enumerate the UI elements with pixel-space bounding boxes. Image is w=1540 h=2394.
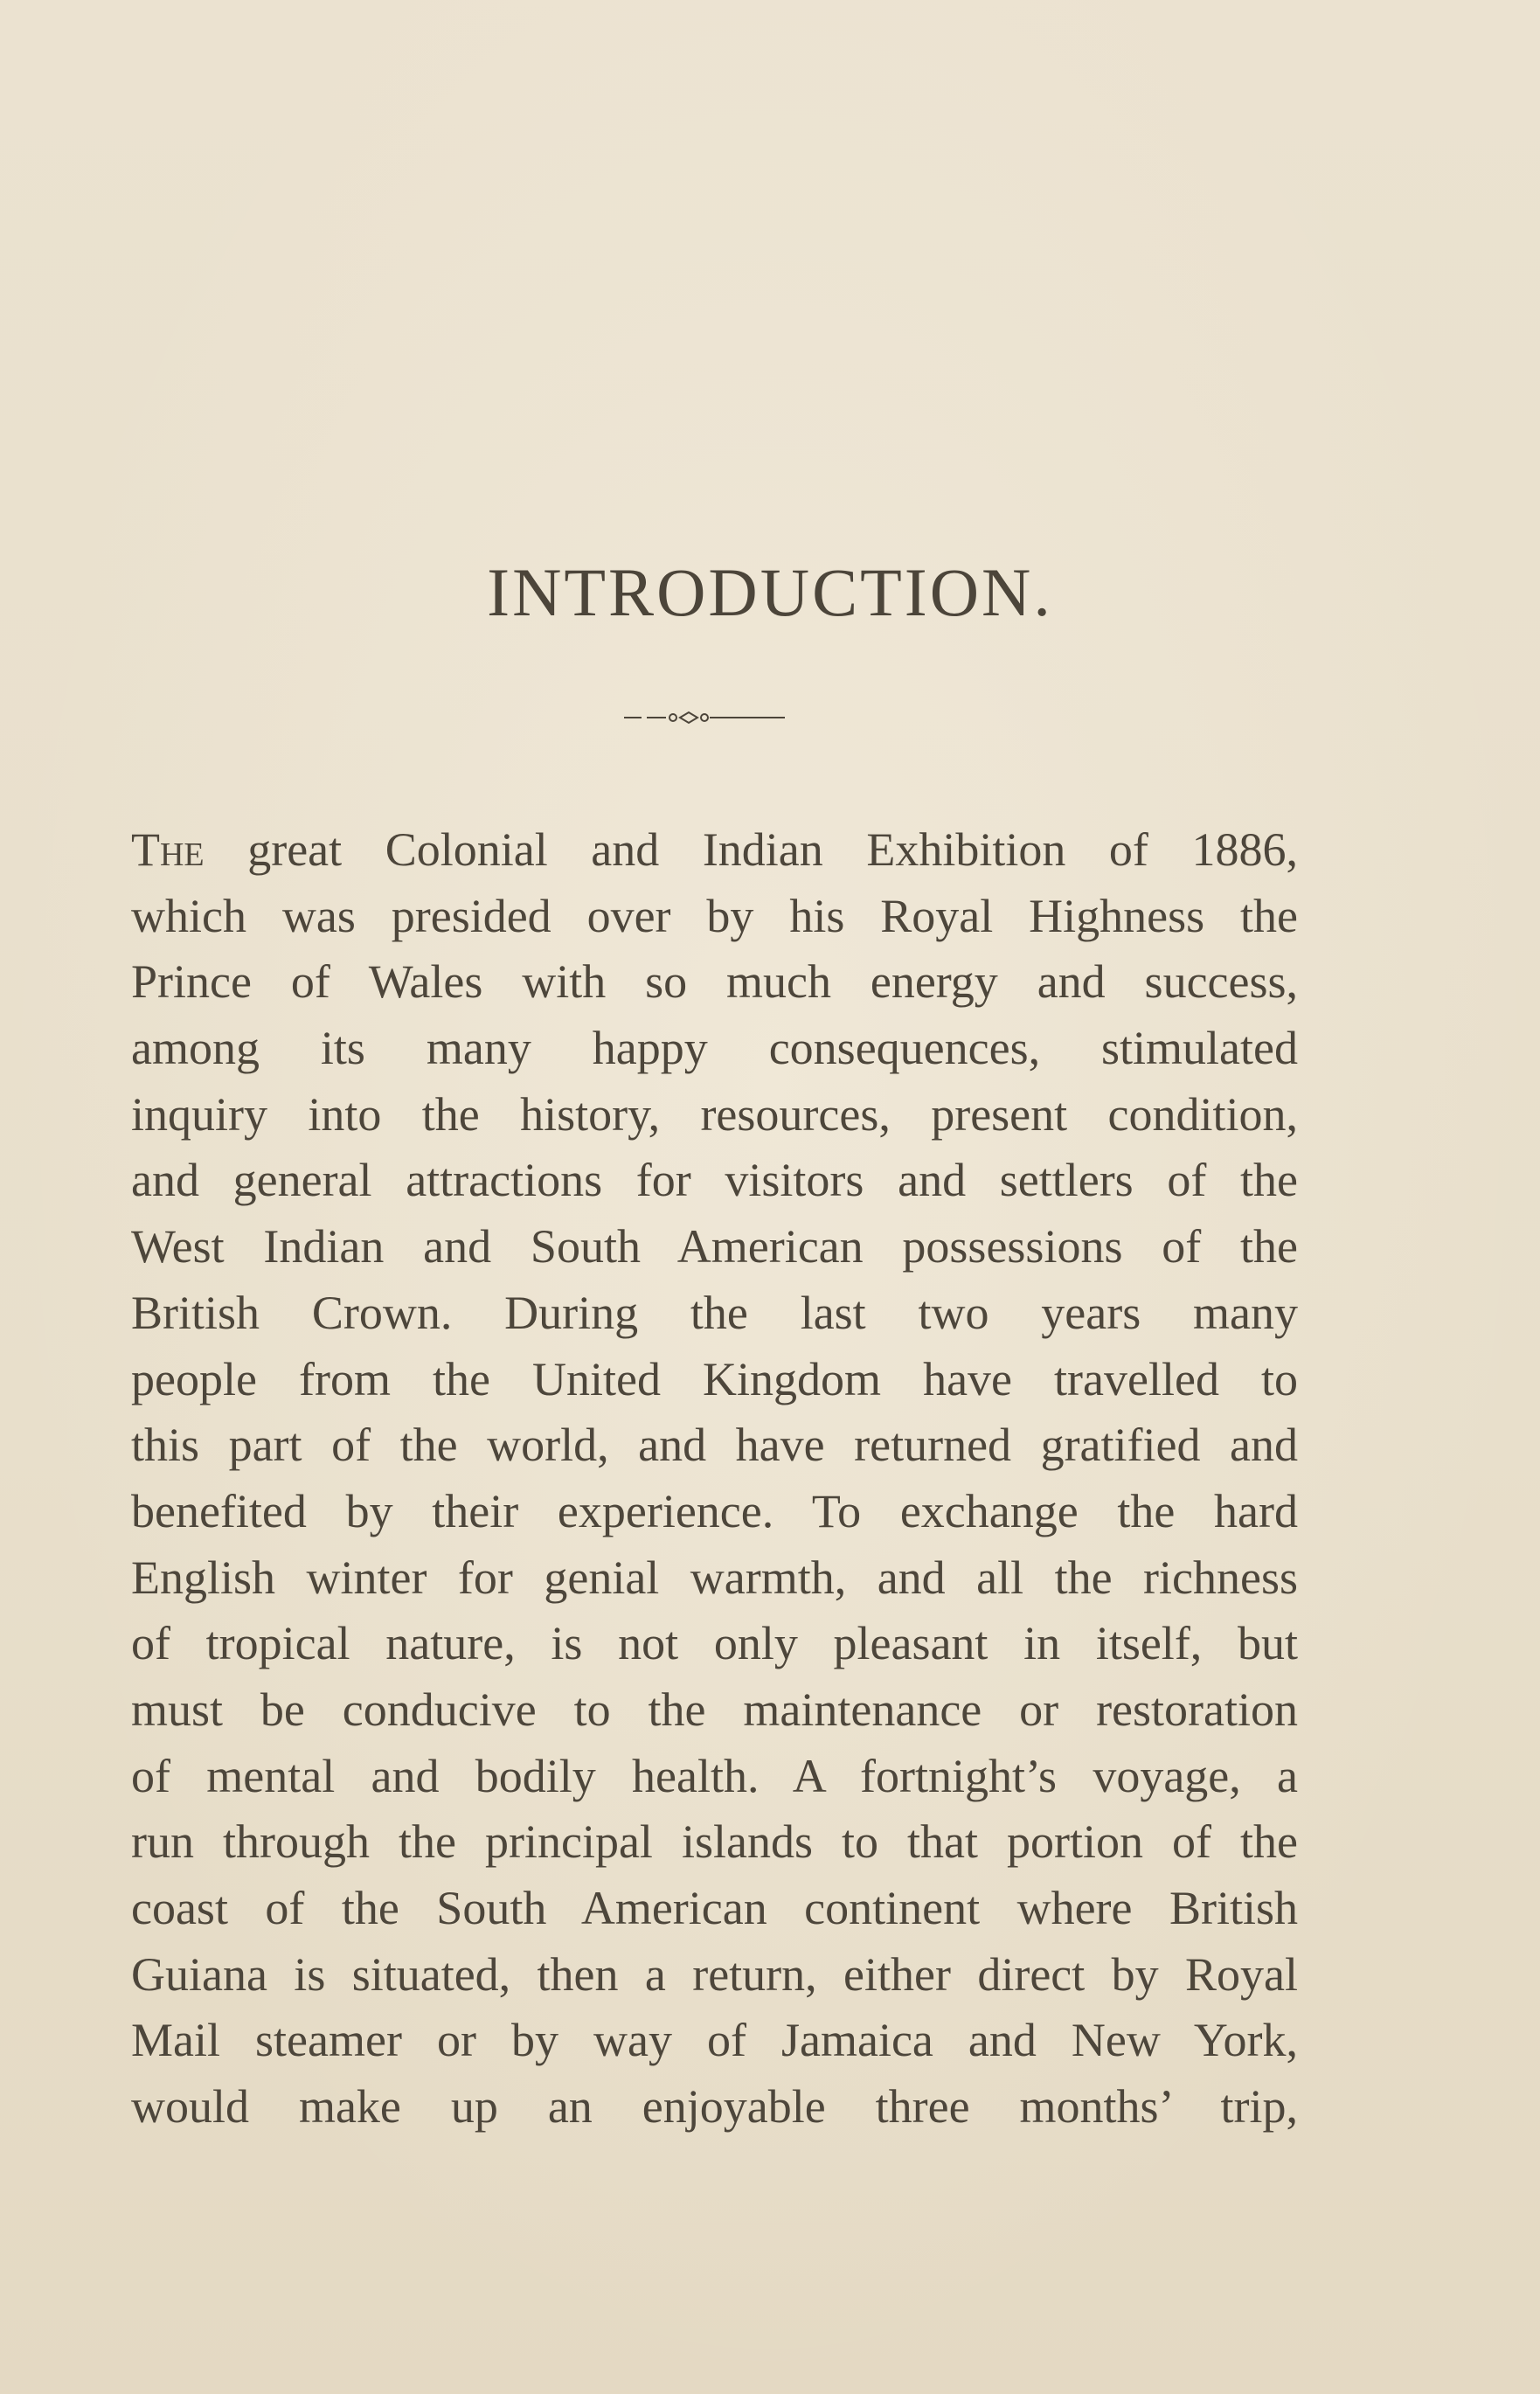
text-line: British Crown. During the last two years many: [131, 1286, 1298, 1339]
text-line: people from the United Kingdom have travelled to: [131, 1352, 1298, 1405]
text-line: coast of the South American continent where British: [131, 1882, 1298, 1934]
text-line: benefited by their experience. To exchange the hard: [131, 1484, 1298, 1537]
text-line: Mail steamer or by way of Jamaica and New York,: [131, 2014, 1298, 2067]
text-line: among its many happy consequences, stimulated: [131, 1022, 1298, 1075]
text-line: which was presided over by his Royal Highness the: [131, 889, 1298, 942]
text-line: of mental and bodily health. A fortnight’s voyage, a: [131, 1749, 1298, 1802]
text-line: must be conducive to the maintenance or restoration: [131, 1683, 1298, 1736]
text-line: Guiana is situated, then a return, either direct by Royal: [131, 1947, 1298, 2001]
text-line: West Indian and South American possessions of the: [131, 1220, 1298, 1273]
text-line: The great Colonial and Indian Exhibition of 1886,: [131, 823, 1298, 876]
page-title: INTRODUCTION.: [487, 554, 1053, 630]
text-line: inquiry into the history, resources, present condition,: [131, 1087, 1298, 1141]
text-line: run through the principal islands to that portion of the: [131, 1815, 1298, 1869]
ornamental-rule-icon: [622, 704, 787, 731]
text-line: this part of the world, and have returned gratified and: [131, 1419, 1298, 1472]
introduction-paragraph: [131, 817, 1298, 2141]
text-line: English winter for genial warmth, and all the richness: [131, 1551, 1298, 1604]
text-line: of tropical nature, is not only pleasant in itself, but: [131, 1617, 1298, 1670]
text-line: would make up an enjoyable three months’ trip,: [131, 2080, 1298, 2134]
drop-word: The: [131, 823, 205, 876]
text-line: Prince of Wales with so much energy and success,: [131, 955, 1298, 1009]
text-line: and general attractions for visitors and settlers of the: [131, 1154, 1298, 1207]
